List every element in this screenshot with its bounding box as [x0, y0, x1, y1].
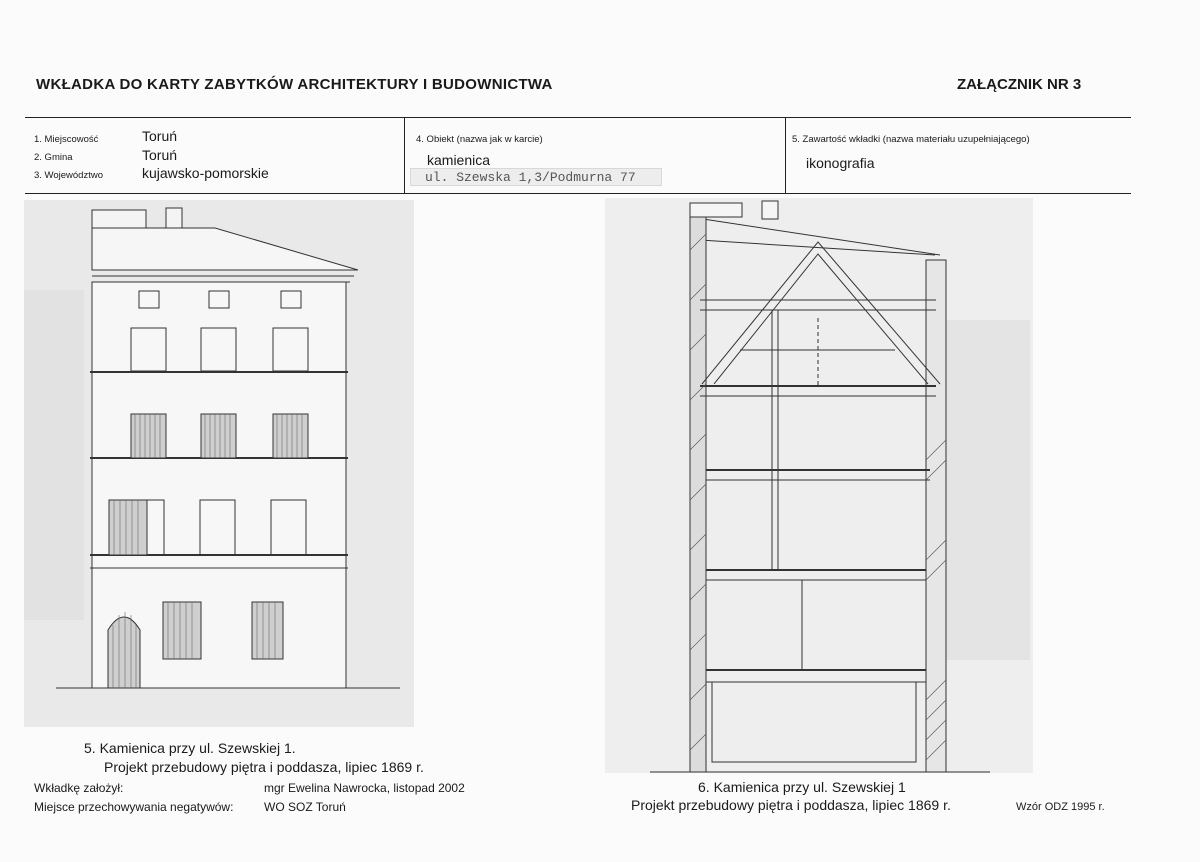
attachment-number: ZAŁĄCZNIK NR 3	[957, 76, 1082, 93]
object-address: ul. Szewska 1,3/Podmurna 77	[410, 168, 662, 186]
document-title: WKŁADKA DO KARTY ZABYTKÓW ARCHITEKTURY I BUDOWNICTWA	[36, 76, 553, 93]
author-label: Wkładkę założył:	[34, 781, 124, 795]
left-caption-line-2: Projekt przebudowy piętra i poddasza, lipiec 1869 r.	[104, 759, 424, 775]
storage-label: Miejsce przechowywania negatywów:	[34, 800, 234, 814]
left-caption-line-1: 5. Kamienica przy ul. Szewskiej 1.	[84, 740, 296, 756]
object-value: kamienica	[427, 152, 491, 168]
voivodeship-label: 3. Województwo	[34, 170, 103, 181]
right-caption-line-2: Projekt przebudowy piętra i poddasza, lipiec 1869 r.	[631, 797, 951, 813]
contents-value: ikonografia	[806, 155, 875, 171]
object-label: 4. Obiekt (nazwa jak w karcie)	[416, 134, 543, 145]
locality-value: Toruń	[142, 128, 178, 144]
locality-label: 1. Miejscowość	[34, 134, 99, 145]
voivodeship-value: kujawsko-pomorskie	[142, 165, 269, 181]
form-model: Wzór ODZ 1995 r.	[1016, 801, 1105, 813]
storage-value: WO SOZ Toruń	[264, 800, 346, 814]
contents-label: 5. Zawartość wkładki (nazwa materiału uzupełniającego)	[792, 134, 1030, 145]
right-caption-line-1: 6. Kamienica przy ul. Szewskiej 1	[698, 779, 906, 795]
commune-label: 2. Gmina	[34, 152, 73, 163]
author-value: mgr Ewelina Nawrocka, listopad 2002	[264, 781, 465, 795]
commune-value: Toruń	[142, 147, 178, 163]
